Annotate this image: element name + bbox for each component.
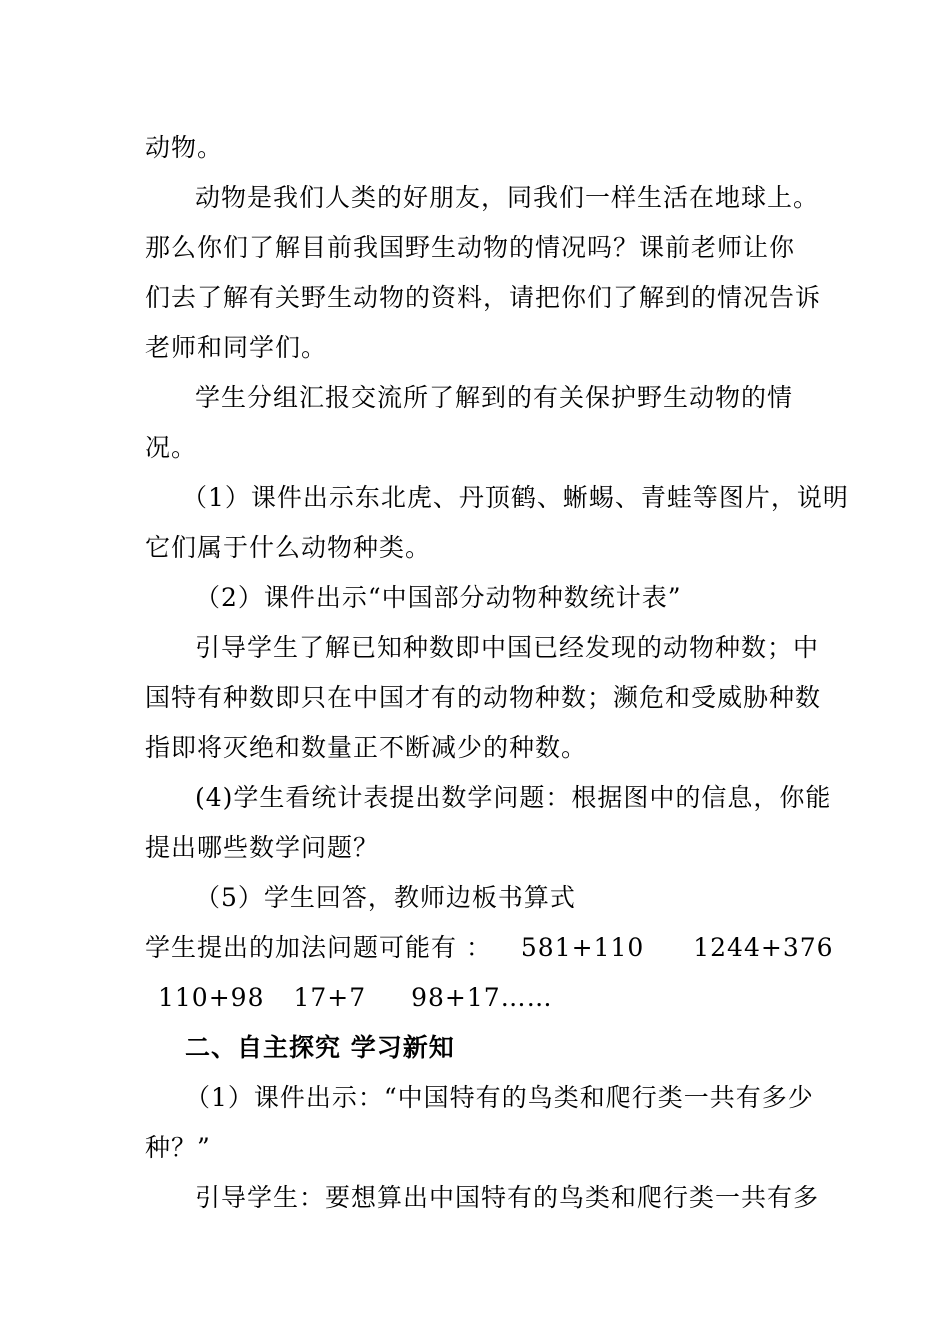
expression: 17+7 <box>293 983 367 1012</box>
text-line: 指即将灭绝和数量正不断减少的种数。 <box>145 733 588 762</box>
text-line: 老师和同学们。 <box>145 333 328 362</box>
text-line: 动物。 <box>145 133 224 162</box>
list-item: （1）课件出示：“中国特有的鸟类和爬行类一共有多少 <box>185 1083 814 1112</box>
text-line: 况。 <box>145 433 198 462</box>
text-line: 种？” <box>145 1133 211 1162</box>
text-line: 们去了解有关野生动物的资料，请把你们了解到的情况告诉 <box>145 283 822 312</box>
section-heading: 二、自主探究 学习新知 <box>185 1033 455 1062</box>
paragraph-start: 学生分组汇报交流所了解到的有关保护野生动物的情 <box>195 383 794 412</box>
expression: 581+110 <box>520 933 645 962</box>
text-line: 国特有种数即只在中国才有的动物种数；濒危和受威胁种数 <box>145 683 822 712</box>
list-item: (4)学生看统计表提出数学问题：根据图中的信息，你能 <box>195 783 832 812</box>
expression: 98+17…… <box>411 983 553 1012</box>
text-line: 那么你们了解目前我国野生动物的情况吗？课前老师让你 <box>145 233 796 262</box>
text-line: 它们属于什么动物种类。 <box>145 533 432 562</box>
expression: 1244+376 <box>693 933 834 962</box>
paragraph-start: 引导学生：要想算出中国特有的鸟类和爬行类一共有多 <box>195 1183 820 1212</box>
paragraph-start: 动物是我们人类的好朋友，同我们一样生活在地球上。 <box>195 183 820 212</box>
addition-line <box>158 983 553 1013</box>
expression: 110+98 <box>158 983 265 1012</box>
addition-line <box>145 933 834 963</box>
addition-label: 学生提出的加法问题可能有 ： <box>145 933 492 962</box>
list-item: （5）学生回答，教师边板书算式 <box>195 883 576 912</box>
paragraph-start: 引导学生了解已知种数即中国已经发现的动物种数；中 <box>195 633 820 662</box>
list-item: （2）课件出示“中国部分动物种数统计表” <box>195 583 682 612</box>
text-line: 提出哪些数学问题？ <box>145 833 380 862</box>
list-item: （1）课件出示东北虎、丹顶鹤、蜥蜴、青蛙等图片，说明 <box>182 483 849 512</box>
